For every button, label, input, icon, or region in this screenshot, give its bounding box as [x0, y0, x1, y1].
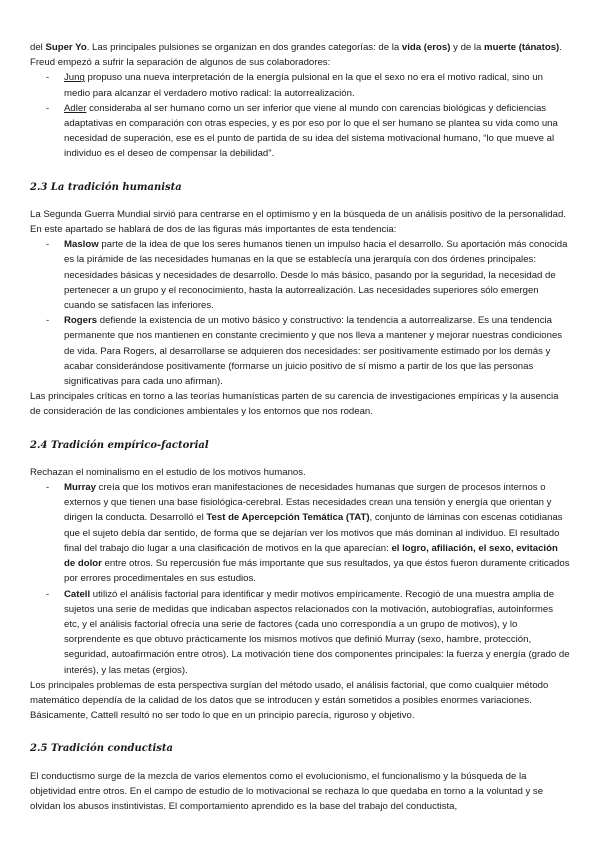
factorial-list [30, 480, 570, 678]
paragraph: Los principales problemas de esta perspectiva surgían del método usado, el análisis factorial, que como cualquier método matemático dependía de la calidad de los datos que se introducen y están sometidos a posibles enormes variaciones. Básicamente, Cattell resultó no ser todo lo que en un principio parecía, riguroso y objetivo. [30, 679, 549, 722]
paragraph: Rechazan el nominalismo en el estudio de los motivos humanos. [30, 466, 306, 478]
list-item: - Catell utilizó el análisis factorial para identificar y medir motivos empíricamente. Recogió de una muestra amplia de sujetos una serie de medidas que indicaban aspectos relacionados con la motivación, autobiografías, autoinformes etc, y el análisis factorial ofrecía una serie de factores (cada uno correspondía a un grupo de motivos), y lo sorprendente es que obtuvo prácticamente los mismos motivos que definió Murray (sexo, hambre, protección, seguridad, autoafirmación entre otros). La motivación tiene dos componentes principales: la fuerza y energía (grado de interés), y las metas (ergios). [64, 587, 570, 678]
rogers-name: Rogers [64, 315, 98, 327]
tat-term: Test de Apercepción Temática (TAT) [206, 512, 370, 524]
maslow-name: Maslow [64, 239, 99, 251]
muerte-term: muerte [484, 42, 517, 53]
paragraph: El conductismo surge de la mezcla de varios elementos como el evolucionismo, el funcionalismo y la búsqueda de la objetividad entre otros. En el campo de estudio de lo motivacional se rechaza lo que quedaba en torno a la voluntad y se olvidan los abusos instintivistas. El comportamiento aprendido es la base del trabajo del conductista, [30, 770, 544, 812]
tanatos-term: (tánatos) [518, 42, 560, 53]
adler-name: Adler [64, 102, 87, 114]
paragraph: La Segunda Guerra Mundial sirvió para centrarse en el optimismo y en la búsqueda de un análisis positivo de la personalidad. En este apartado se hablará de dos de las figuras más importantes de esta tendencia: [30, 208, 566, 236]
list-item: - Murray creía que los motivos eran manifestaciones de necesidades humanas que surgen de procesos internos o externos y que tienen una base fisiológica-cerebral. Estas necesidades crean una tensión y energía que orientan y dirigen la conducta. Desarrolló el Test de Apercepción Temática (TAT), conjunto de láminas con escenas cotidianas que el sujeto debía dar sentido, de forma que se dejarían ver los motivos que más dominan al individuo. El resultado final del trabajo dio lugar a una clasificación de motivos en la que aparecían: el logro, afiliación, el sexo, evitación de dolor entre otros. Su repercusión fue más importante que sus resultados, ya que éstos fueron duramente criticados por errores procedimentales en sus estudios. [64, 480, 570, 586]
list-item: - Adler consideraba al ser humano como un ser inferior que viene al mundo con carencias biológicas y deficiencias adaptativas en comparación con otras especies, y es por eso por lo que el ser humano se plantea su vida como una necesidad de superación, ese es el punto de partida de su idea del sistema motivacional humano, “lo que mueve al individuo es el deseo de compensar la debilidad”. [64, 101, 570, 162]
list-item: - Jung propuso una nueva interpretación de la energía pulsional en la que el sexo no era el motivo radical, sino un medio para alcanzar el verdadero motivo radical: la autorrealización. [64, 70, 570, 100]
catell-name: Catell [64, 588, 91, 600]
vida-term: vida (eros) [401, 42, 451, 53]
section-heading-2-3: 2.3 La tradición humanista [30, 181, 182, 193]
intro-paragraph: del Super Yo. Las principales pulsiones se organizan en dos grandes categorías: de la vida (eros) y de la muerte (tánatos). Freud empezó a sufrir la separación de algunos de sus colaboradores: [30, 42, 562, 69]
list-item: - Maslow parte de la idea de que los seres humanos tienen un impulso hacia el desarrollo. Su aportación más conocida es la pirámide de las necesidades humanas en la que se establecía una jerarquía con dos órdenes principales: necesidades básicas y necesidades de desarrollo. Desde lo más básico, pasando por la seguridad, la necesidad de pertenecer a un grupo y el reconocimiento, hasta la autorrealización. Las necesidades superiores sólo emergen cuando se satisfacen las inferiores. [64, 237, 570, 313]
humanist-list [30, 237, 570, 389]
jung-name: Jung [64, 72, 85, 84]
section-heading-2-5: 2.5 Tradición conductista [30, 743, 173, 755]
superyo-term: Super Yo [45, 42, 87, 53]
section-heading-2-4: 2.4 Tradición empírico-factorial [30, 439, 209, 451]
paragraph: Las principales críticas en torno a las teorías humanísticas parten de su carencia de investigaciones empíricas y la ausencia de consideración de las condiciones ambientales y los entornos que nos rodean. [30, 391, 559, 418]
murray-name: Murray [64, 482, 96, 494]
list-item: - Rogers defiende la existencia de un motivo básico y constructivo: la tendencia a autorrealizarse. Es una tendencia permanente que nos mantienen en constante crecimiento y que nos lleva a mantener y mejorar nuestras condiciones de vida. Para Rogers, al desarrollarse se adquieren dos necesidades: ser positivamente estimado por los demás y acabar considerándose positivamente (formarse un juicio positivo de sí mismo a partir de los que las personas significativas para cada uno afirman). [64, 313, 570, 389]
motives-term: el logro, afiliación, el sexo, evitación de dolor [64, 542, 558, 570]
collaborators-list [30, 70, 570, 161]
